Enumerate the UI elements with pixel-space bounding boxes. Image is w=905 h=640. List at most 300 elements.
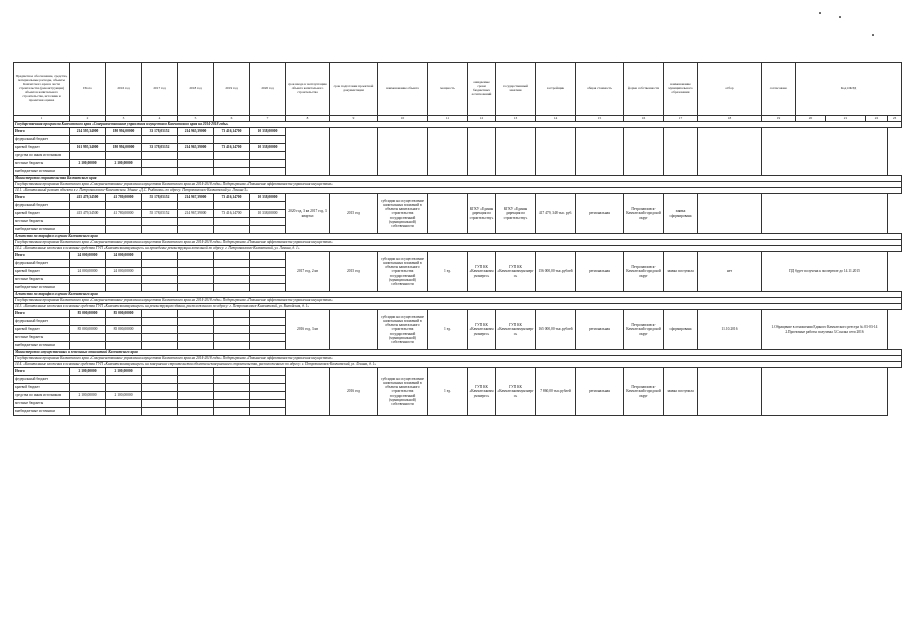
row-label: местные бюджеты	[14, 276, 70, 284]
row-value: 73 416,14700	[214, 210, 250, 218]
table-row	[14, 310, 902, 318]
row-value	[214, 334, 250, 342]
row-value	[214, 318, 250, 326]
row-value	[214, 226, 250, 234]
row-value	[250, 276, 286, 284]
row-value	[178, 392, 214, 400]
section-title: Министерство строительства Камчатского края	[14, 176, 902, 182]
row-value	[142, 310, 178, 318]
row-value	[106, 408, 142, 416]
row-value: 415 479,34500	[70, 194, 106, 202]
row-value: 214 967,39000	[178, 194, 214, 202]
row-value	[214, 260, 250, 268]
column-header: Предметное обоснование, средства, материальные расходы, объекты Камчатского края в части строительства (реконструкции) объектов капитального строительства, источник и проектная оценка	[14, 63, 70, 116]
budget-table	[13, 62, 902, 416]
row-value: 2 100,00000	[106, 392, 142, 400]
row-label: Итого	[14, 194, 70, 202]
column-number: 17	[664, 116, 698, 122]
info-ввод: 2017 год, 2 кв	[286, 252, 330, 292]
row-value	[70, 276, 106, 284]
item-title: 14.4. «Капитальные вложения в основные средства ГУП «Камчатсккоммунэнерго» на завершение строительства объекта незавершенного строительства, расположенного по адресу: г. Петропавловск-Камчатский, ул. Ленина, д. 1»	[14, 362, 902, 368]
row-value: 415 479,34500	[70, 210, 106, 218]
row-value: 2 100,00000	[70, 368, 106, 376]
row-value: 214 965,39000	[178, 144, 214, 152]
row-value	[178, 160, 214, 168]
row-value: 85 000,00000	[106, 310, 142, 318]
column-number: 4	[142, 116, 178, 122]
column-number: 1	[14, 116, 70, 122]
row-value	[106, 400, 142, 408]
row-value: 55 178,05152	[142, 194, 178, 202]
info-код	[762, 128, 888, 176]
info-отбор: заявка поступила	[664, 368, 698, 416]
section-title: Агентство по тарифам и ценам Камчатского края	[14, 234, 902, 240]
row-value	[178, 202, 214, 210]
program-title: Государственная программа Камчатского края «Совершенствование управления имуществом Камчатского края на 2014-2018 годы» Подпрограмма «Повышение эффективности управления имуществом»	[14, 240, 902, 246]
info-стоимость	[536, 128, 576, 176]
info-мо: Петропавловск-Камчатский городской округ	[624, 368, 664, 416]
row-value	[178, 400, 214, 408]
row-value	[106, 136, 142, 144]
row-label: внебюджетные источники	[14, 168, 70, 176]
row-value	[106, 168, 142, 176]
row-label: краевой бюджет	[14, 326, 70, 334]
item-title: 14.2. «Капитальные вложения в основные средства ГУП «Камчатсккоммунэнерго» на проведение реконструкции котельной по адресу: г. Петропавловск-Камчатский, ул. Ленина, д. 1»	[14, 246, 902, 252]
row-label: федеральный бюджет	[14, 260, 70, 268]
info-заказчик: КГКУ «Единая дирекция по строительству»	[468, 194, 496, 234]
program-title: Государственная программа Камчатского края «Совершенствование управления имуществом Камчатского края на 2014-2018 годы» Подпрограмма «Повышение эффективности управления имуществом»	[14, 356, 902, 362]
row-value	[70, 226, 106, 234]
row-value	[214, 252, 250, 260]
info-мо: Петропавловск-Камчатский городской округ	[624, 194, 664, 234]
row-value	[142, 342, 178, 350]
row-value	[70, 334, 106, 342]
row-value: 85 000,00000	[70, 326, 106, 334]
row-value	[106, 152, 142, 160]
column-header: 2019 год	[214, 63, 250, 116]
info-ввод: 2016 год, 3 кв	[286, 310, 330, 350]
info-назначение: субсидии на осуществление капитальных вложений в объекты капитального строительства государственной (муниципальной) собственности	[378, 252, 428, 292]
column-header: ожидаемые сроки бюджетных ассигнований	[468, 63, 496, 116]
info-отбор: сформирована	[664, 310, 698, 350]
column-number: 20	[796, 116, 826, 122]
row-value	[178, 384, 214, 392]
row-value	[142, 252, 178, 260]
row-value	[214, 400, 250, 408]
row-label: краевой бюджет	[14, 384, 70, 392]
row-label: Итого	[14, 252, 70, 260]
column-number: 3	[106, 116, 142, 122]
row-label: федеральный бюджет	[14, 318, 70, 326]
info-мощность: 1 ед.	[428, 368, 468, 416]
section-title: Государственная программа Камчатского края «Совершенствование управления имуществом Камчатского края на 2014-2018 годы»	[14, 122, 902, 128]
row-value	[178, 136, 214, 144]
row-value	[178, 318, 214, 326]
row-value	[70, 342, 106, 350]
row-label: Итого	[14, 128, 70, 136]
row-value	[142, 318, 178, 326]
row-value	[214, 136, 250, 144]
column-header: 2017 год	[142, 63, 178, 116]
info-заказчик: ГУП КК «Камчатсккоммунэнерго»	[468, 368, 496, 416]
row-value	[142, 136, 178, 144]
column-header: наименование муниципального образования	[664, 63, 698, 116]
column-number: 14	[536, 116, 576, 122]
section-title: Министерство имущественных и земельных отношений Камчатского края	[14, 350, 902, 356]
info-заказчик: ГУП КК «Камчатсккоммунэнерго»	[468, 252, 496, 292]
row-value	[250, 342, 286, 350]
row-label: внебюджетные источники	[14, 408, 70, 416]
row-value	[106, 284, 142, 292]
info-назначение: субсидии на осуществление капитальных вложений в объекты капитального строительства государственной (муниципальной) собственности	[378, 368, 428, 416]
info-мо	[624, 128, 664, 176]
item-title: 14.3. «Капитальные вложения в основные средства ГУП «Камчатсккоммунэнерго» на реконструкцию здания, расположенного по адресу: г. Петропавловск-Камчатский, ул. Вилюйская, д. 1»	[14, 304, 902, 310]
info-мощность	[428, 128, 468, 176]
row-value	[178, 268, 214, 276]
row-value	[250, 384, 286, 392]
row-value	[178, 326, 214, 334]
info-стоимость: 417 479, 348 тыс. руб.	[536, 194, 576, 234]
row-value	[106, 226, 142, 234]
column-header: 2016 год	[106, 63, 142, 116]
info-код: 1.Обращение в отношении Единого Камчатского реестра № 03-03-14 2.Проектные работы получены 3.Ссылка сети 2016	[762, 310, 888, 350]
column-header: согласовано	[762, 63, 796, 116]
info-согласовано: 11.10.2016	[698, 310, 762, 350]
info-проект	[330, 310, 378, 350]
info-форма	[576, 128, 624, 176]
info-код	[762, 194, 888, 234]
row-value	[142, 268, 178, 276]
row-value	[250, 392, 286, 400]
row-value	[142, 392, 178, 400]
row-value	[106, 376, 142, 384]
row-value	[70, 168, 106, 176]
row-value: 24 000,00000	[70, 252, 106, 260]
row-value	[70, 318, 106, 326]
column-header: Итого	[70, 63, 106, 116]
row-value: 214 965,39000	[178, 128, 214, 136]
row-label: средства по иным источникам	[14, 152, 70, 160]
column-header: общая стоимость	[576, 63, 624, 116]
row-value	[178, 226, 214, 234]
row-value	[178, 218, 214, 226]
column-header: застройщик	[536, 63, 576, 116]
row-value	[106, 276, 142, 284]
row-value	[214, 326, 250, 334]
row-value: 180 994,00000	[106, 144, 142, 152]
info-стоимость: 165 000,00 тыс.рублей	[536, 310, 576, 350]
row-value	[250, 160, 286, 168]
scan-speck	[839, 16, 841, 18]
row-value	[106, 384, 142, 392]
info-согласовано: нет	[698, 252, 762, 292]
row-label: краевой бюджет	[14, 144, 70, 152]
row-value	[250, 334, 286, 342]
column-header: срок ввода в эксплуатацию объекта капитального строительства	[286, 63, 330, 116]
header-row	[14, 63, 902, 116]
info-проект	[330, 128, 378, 176]
row-value: 214 967,39000	[178, 210, 214, 218]
row-label: внебюджетные источники	[14, 284, 70, 292]
table-row	[14, 252, 902, 260]
row-value	[142, 168, 178, 176]
row-value: 180 994,00000	[106, 128, 142, 136]
row-value	[214, 268, 250, 276]
row-value	[250, 400, 286, 408]
info-согласовано	[698, 368, 762, 416]
item-title: 14.1. «Капитальный ремонт объекта в г. Петропавловске-Камчатском. Здание «Д.С. Рыбакова» по адресу: Петропавловск-Камчатский ул. Ленина 5»	[14, 188, 902, 194]
row-value	[250, 252, 286, 260]
row-value	[70, 284, 106, 292]
column-number: 18	[698, 116, 762, 122]
row-value	[70, 408, 106, 416]
row-value	[250, 260, 286, 268]
row-value	[214, 284, 250, 292]
row-value	[70, 384, 106, 392]
row-value: 10 338,00000	[250, 144, 286, 152]
row-label: краевой бюджет	[14, 268, 70, 276]
column-number: 16	[624, 116, 664, 122]
info-ввод	[286, 128, 330, 176]
column-header: 2020 год	[250, 63, 286, 116]
info-застройщик	[496, 128, 536, 176]
row-value	[142, 334, 178, 342]
column-number: 21	[826, 116, 866, 122]
program-title: Государственная программа Камчатского края «Совершенствование управления имуществом Камчатского края на 2014-2018 годы» Подпрограмма «Повышение эффективности управления имуществом»	[14, 182, 902, 188]
row-value	[106, 260, 142, 268]
row-value	[106, 218, 142, 226]
info-мощность: 1 ед.	[428, 310, 468, 350]
row-value	[250, 376, 286, 384]
column-number: 10	[378, 116, 428, 122]
column-number: 12	[468, 116, 496, 122]
row-value	[214, 310, 250, 318]
row-label: средства по иным источникам	[14, 392, 70, 400]
table-row	[14, 194, 902, 202]
row-value	[250, 368, 286, 376]
row-label: местные бюджеты	[14, 218, 70, 226]
column-number: 13	[496, 116, 536, 122]
row-label: федеральный бюджет	[14, 136, 70, 144]
row-value	[142, 284, 178, 292]
info-форма: региональная	[576, 252, 624, 292]
row-value	[142, 152, 178, 160]
info-заказчик	[468, 128, 496, 176]
column-number: 19	[762, 116, 796, 122]
row-label: внебюджетные источники	[14, 342, 70, 350]
program-title: Государственная программа Камчатского края «Совершенствование управления имуществом Камчатского края на 2014-2018 годы» Подпрограмма «Повышение эффективности управления имуществом»	[14, 298, 902, 304]
row-value: 10 338,00000	[250, 128, 286, 136]
info-согласовано	[698, 194, 762, 234]
info-застройщик: ГУП КК «Камчатсккоммунэнерго»	[496, 310, 536, 350]
row-value	[250, 284, 286, 292]
column-header: отбор	[698, 63, 762, 116]
row-label: Итого	[14, 310, 70, 318]
row-value	[214, 368, 250, 376]
row-value	[70, 260, 106, 268]
row-value	[106, 342, 142, 350]
column-number: 8	[286, 116, 330, 122]
row-value: 24 000,00000	[106, 252, 142, 260]
row-value	[178, 168, 214, 176]
row-value	[70, 202, 106, 210]
row-label: местные бюджеты	[14, 400, 70, 408]
row-value	[142, 276, 178, 284]
column-header: Код ОКЭД	[796, 63, 902, 116]
row-value: 24 000,00000	[106, 268, 142, 276]
row-value	[106, 334, 142, 342]
info-назначение	[378, 128, 428, 176]
row-value	[250, 202, 286, 210]
row-value	[178, 152, 214, 160]
row-value	[178, 284, 214, 292]
row-label: федеральный бюджет	[14, 202, 70, 210]
row-value	[250, 136, 286, 144]
row-value: 33 178,05152	[142, 128, 178, 136]
row-value: 2 100,00000	[70, 160, 106, 168]
row-value	[250, 326, 286, 334]
row-value	[214, 376, 250, 384]
info-мощность: 1 ед.	[428, 252, 468, 292]
column-number: 6	[214, 116, 250, 122]
row-value: 85 000,00000	[70, 310, 106, 318]
row-value	[178, 408, 214, 416]
row-value	[142, 218, 178, 226]
column-header: срок подготовки проектной документации	[330, 63, 378, 116]
row-value	[142, 160, 178, 168]
row-value	[106, 318, 142, 326]
info-форма: региональная	[576, 368, 624, 416]
column-header: наименование объекта	[378, 63, 428, 116]
row-value: 161 995,34000	[70, 144, 106, 152]
row-value	[70, 152, 106, 160]
row-value: 85 000,00000	[106, 326, 142, 334]
row-value	[250, 310, 286, 318]
row-value	[142, 408, 178, 416]
info-заказчик: ГУП КК «Камчатсккоммунэнерго»	[468, 310, 496, 350]
row-value	[250, 226, 286, 234]
column-number: 2	[70, 116, 106, 122]
table-row	[14, 368, 902, 376]
section-title: Агентство по тарифам и ценам Камчатского края	[14, 292, 902, 298]
info-мощность	[428, 194, 468, 234]
info-проект: 2016 год	[330, 368, 378, 416]
row-value	[214, 384, 250, 392]
row-value: 214 595,34000	[70, 128, 106, 136]
info-ввод: 2020 год, 3 кв 2017 год, 3 квартал	[286, 194, 330, 234]
row-value	[142, 384, 178, 392]
row-value: 10 338,00000	[250, 194, 286, 202]
column-header: государственный заказчик	[496, 63, 536, 116]
row-value: 73 416,14700	[214, 194, 250, 202]
info-код: ПД будет получена к экспертизе до 14.11.2015	[762, 252, 888, 292]
column-header: мощность	[428, 63, 468, 116]
row-value: 73 416,14700	[214, 128, 250, 136]
scan-speck	[819, 12, 821, 14]
info-мо: Петропавловск-Камчатский городской округ	[624, 252, 664, 292]
row-label: краевой бюджет	[14, 210, 70, 218]
row-value	[142, 260, 178, 268]
column-number: 15	[576, 116, 624, 122]
row-value: 73 416,14700	[214, 144, 250, 152]
info-застройщик: ГУП КК «Камчатсккоммунэнерго»	[496, 368, 536, 416]
row-value	[178, 376, 214, 384]
info-назначение: субсидии на осуществление капитальных вложений в объекты капитального строительства государственной (муниципальной) собственности	[378, 310, 428, 350]
column-number: 9	[330, 116, 378, 122]
row-value	[70, 376, 106, 384]
row-value	[178, 334, 214, 342]
row-value: 10 338,00000	[250, 210, 286, 218]
column-number: 23	[888, 116, 902, 122]
row-value	[214, 276, 250, 284]
info-застройщик: КГКУ «Единая дирекция по строительству»	[496, 194, 536, 234]
row-value	[142, 400, 178, 408]
row-value	[178, 276, 214, 284]
row-value: 33 178,05152	[142, 144, 178, 152]
column-header: форма собственности	[624, 63, 664, 116]
row-label: Итого	[14, 368, 70, 376]
info-отбор: заявка поступила	[664, 252, 698, 292]
row-value	[70, 400, 106, 408]
row-value	[214, 160, 250, 168]
row-value	[214, 342, 250, 350]
row-value: 41 780,00000	[106, 210, 142, 218]
row-label: внебюджетные источники	[14, 226, 70, 234]
row-value	[214, 152, 250, 160]
row-label: федеральный бюджет	[14, 376, 70, 384]
row-label: местные бюджеты	[14, 334, 70, 342]
row-value	[178, 252, 214, 260]
row-value	[214, 392, 250, 400]
row-value	[142, 368, 178, 376]
row-value: 2 100,00000	[106, 160, 142, 168]
info-застройщик: ГУП КК «Камчатсккоммунэнерго»	[496, 252, 536, 292]
row-value: 24 000,00000	[70, 268, 106, 276]
row-value	[142, 226, 178, 234]
row-value	[214, 218, 250, 226]
column-header: 2018 год	[178, 63, 214, 116]
row-label: местные бюджеты	[14, 160, 70, 168]
row-value	[70, 218, 106, 226]
row-value	[106, 202, 142, 210]
row-value: 41 780,00000	[106, 194, 142, 202]
info-стоимость: 156 000,00 тыс.рублей	[536, 252, 576, 292]
info-отбор: заявка сформирована	[664, 194, 698, 234]
info-проект: 2015 год	[330, 194, 378, 234]
scan-speck	[872, 34, 874, 36]
info-согласовано	[698, 128, 762, 176]
row-value	[214, 408, 250, 416]
info-назначение: субсидии на осуществление капитальных вложений в объекты капитального строительства государственной (муниципальной) собственности	[378, 194, 428, 234]
row-value	[142, 326, 178, 334]
row-value	[250, 318, 286, 326]
row-value	[70, 136, 106, 144]
row-value	[142, 376, 178, 384]
info-мо: Петропавловск-Камчатский городской округ	[624, 310, 664, 350]
info-отбор	[664, 128, 698, 176]
row-value	[250, 218, 286, 226]
row-value: 2 100,00000	[106, 368, 142, 376]
column-number: 11	[428, 116, 468, 122]
row-value	[250, 152, 286, 160]
info-проект: 2015 год	[330, 252, 378, 292]
row-value: 2 100,00000	[70, 392, 106, 400]
row-value	[250, 408, 286, 416]
row-value: 55 178,05152	[142, 210, 178, 218]
row-value	[178, 260, 214, 268]
column-number: 7	[250, 116, 286, 122]
row-value	[178, 310, 214, 318]
